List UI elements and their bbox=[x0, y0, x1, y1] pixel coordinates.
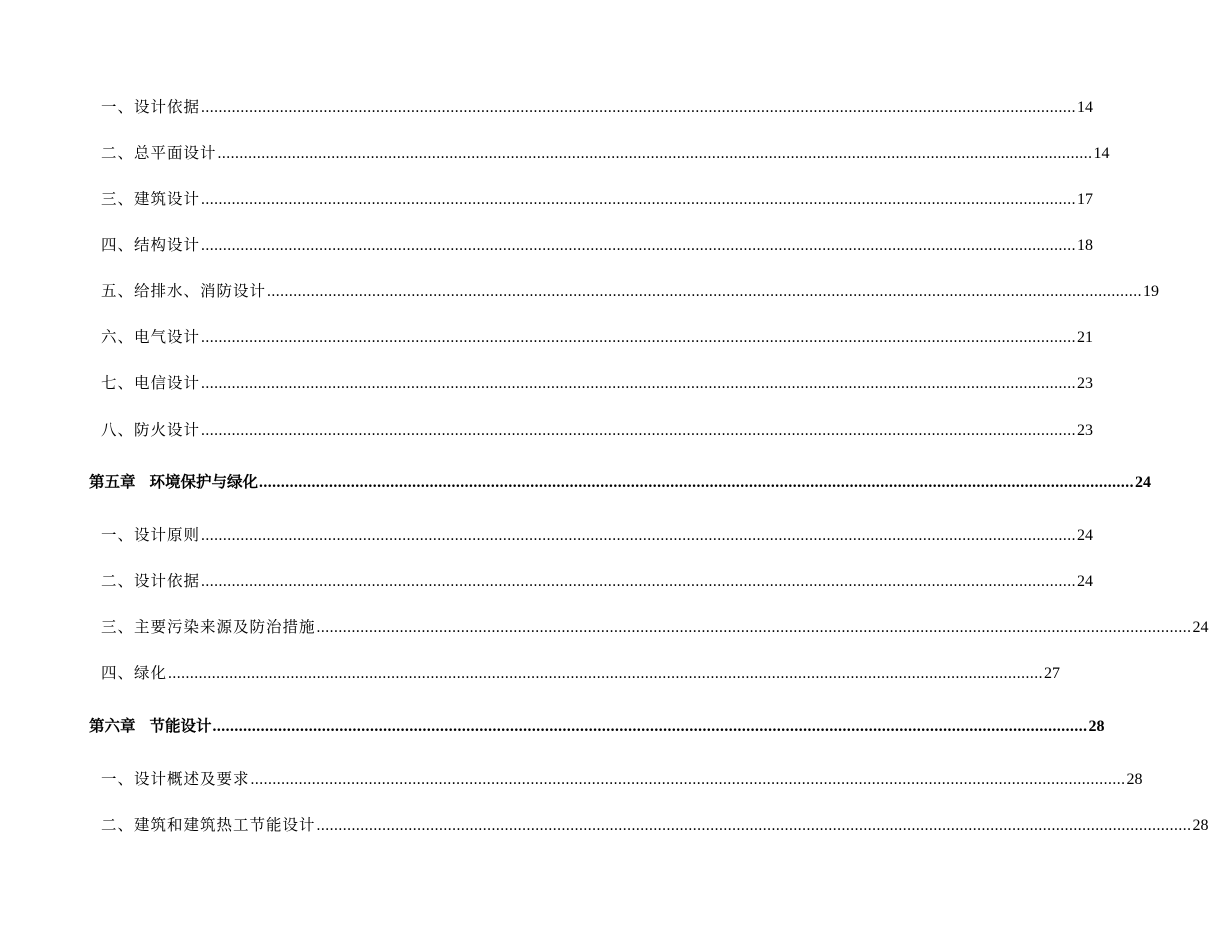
dot-leader: ........................................................................................................................................................................................................ bbox=[316, 619, 1192, 636]
dot-leader: ........................................................................................................................................................................................................ bbox=[201, 237, 1077, 254]
toc-entry-title: 一、设计概述及要求 bbox=[101, 770, 250, 788]
dot-leader: ........................................................................................................................................................................................................ bbox=[168, 665, 1044, 682]
toc-entry[interactable] bbox=[101, 813, 1209, 837]
toc-entry-title: 二、设计依据 bbox=[101, 572, 201, 590]
toc-entry-title: 三、建筑设计 bbox=[101, 190, 201, 208]
chapter-number: 第六章 bbox=[89, 716, 136, 735]
toc-entry-page: 24 bbox=[1077, 527, 1094, 544]
dot-leader: ........................................................................................................................................................................................................ bbox=[201, 573, 1077, 590]
toc-entry-page: 24 bbox=[1135, 474, 1152, 491]
toc-entry[interactable] bbox=[101, 187, 1094, 211]
toc-entry[interactable] bbox=[101, 95, 1094, 119]
toc-entry[interactable] bbox=[101, 325, 1094, 349]
chapter-name: 节能设计 bbox=[149, 716, 212, 735]
toc-entry-title: 二、建筑和建筑热工节能设计 bbox=[101, 816, 316, 834]
toc-entry-page: 21 bbox=[1077, 329, 1094, 346]
dot-leader: ........................................................................................................................................................................................................ bbox=[201, 375, 1077, 392]
toc-entry-title: 一、设计依据 bbox=[101, 98, 201, 116]
toc-entry[interactable] bbox=[101, 661, 1061, 685]
chapter-name: 环境保护与绿化 bbox=[149, 472, 259, 491]
toc-entry-page: 28 bbox=[1192, 817, 1209, 834]
toc-entry-title: 三、主要污染来源及防治措施 bbox=[101, 618, 316, 636]
toc-entry[interactable] bbox=[101, 233, 1094, 257]
dot-leader: ........................................................................................................................................................................................................ bbox=[217, 145, 1093, 162]
dot-leader: ........................................................................................................................................................................................................ bbox=[316, 817, 1192, 834]
dot-leader: ........................................................................................................................................................................................................ bbox=[201, 527, 1077, 544]
toc-entry-page: 18 bbox=[1077, 237, 1094, 254]
toc-entry-page: 23 bbox=[1077, 375, 1094, 392]
toc-entry-title: 四、结构设计 bbox=[101, 236, 201, 254]
toc-chapter-title bbox=[89, 470, 258, 494]
dot-leader: ........................................................................................................................................................................................................ bbox=[212, 718, 1088, 735]
dot-leader: ........................................................................................................................................................................................................ bbox=[201, 191, 1077, 208]
toc-entry[interactable] bbox=[101, 569, 1094, 593]
toc-entry[interactable] bbox=[101, 523, 1094, 547]
dot-leader: ........................................................................................................................................................................................................ bbox=[267, 283, 1143, 300]
toc-entry[interactable] bbox=[101, 141, 1110, 165]
toc-entry-title: 五、给排水、消防设计 bbox=[101, 282, 267, 300]
toc-entry-page: 24 bbox=[1077, 573, 1094, 590]
toc-entry-page: 14 bbox=[1077, 99, 1094, 116]
dot-leader: ........................................................................................................................................................................................................ bbox=[201, 329, 1077, 346]
toc-entry-title: 二、总平面设计 bbox=[101, 144, 217, 162]
chapter-number: 第五章 bbox=[89, 472, 136, 491]
toc-chapter-entry[interactable] bbox=[89, 470, 1152, 494]
toc-chapter-entry[interactable] bbox=[89, 714, 1105, 738]
toc-entry-page: 23 bbox=[1077, 422, 1094, 439]
toc-entry-title: 八、防火设计 bbox=[101, 421, 201, 439]
toc-entry[interactable] bbox=[101, 371, 1094, 395]
toc-entry-page: 14 bbox=[1093, 145, 1110, 162]
toc-entry-page: 17 bbox=[1077, 191, 1094, 208]
toc-entry-page: 28 bbox=[1126, 771, 1143, 788]
toc-entry-page: 24 bbox=[1192, 619, 1209, 636]
toc-entry-title: 六、电气设计 bbox=[101, 328, 201, 346]
dot-leader: ........................................................................................................................................................................................................ bbox=[259, 474, 1135, 491]
dot-leader: ........................................................................................................................................................................................................ bbox=[201, 422, 1077, 439]
toc-entry[interactable] bbox=[101, 767, 1143, 791]
toc-entry-title: 四、绿化 bbox=[101, 664, 168, 682]
dot-leader: ........................................................................................................................................................................................................ bbox=[250, 771, 1126, 788]
toc-chapter-title bbox=[89, 714, 212, 738]
toc-entry-title: 一、设计原则 bbox=[101, 526, 201, 544]
toc-entry[interactable] bbox=[101, 615, 1209, 639]
toc-entry[interactable] bbox=[101, 418, 1094, 442]
dot-leader: ........................................................................................................................................................................................................ bbox=[201, 99, 1077, 116]
toc-entry-page: 19 bbox=[1143, 283, 1160, 300]
toc-entry-page: 27 bbox=[1044, 665, 1061, 682]
toc-entry-page: 28 bbox=[1088, 718, 1105, 735]
toc-entry-title: 七、电信设计 bbox=[101, 374, 201, 392]
toc-entry[interactable] bbox=[101, 279, 1160, 303]
